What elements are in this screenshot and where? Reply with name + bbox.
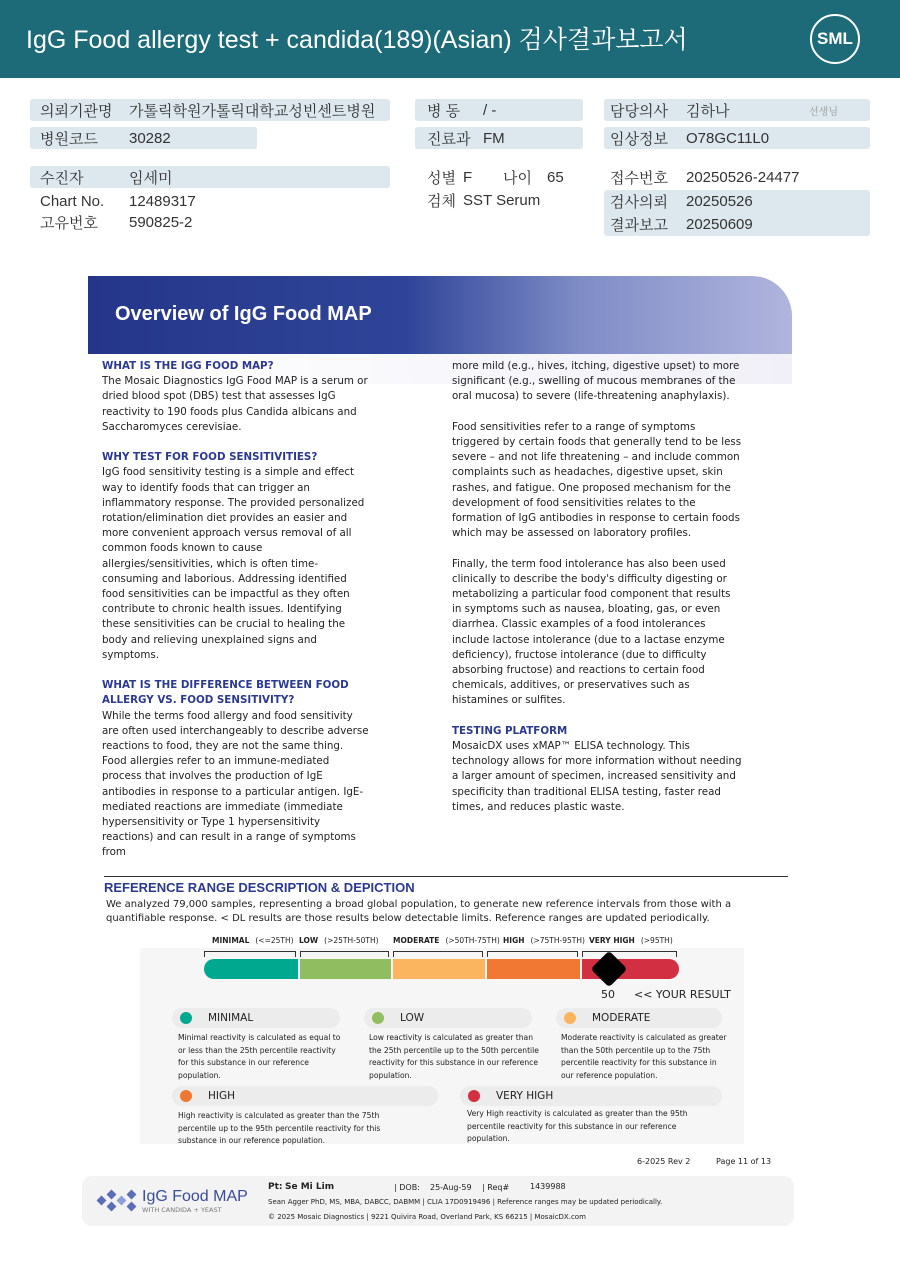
- doctor-field: [604, 99, 870, 121]
- level-name: VERY HIGH: [589, 936, 635, 945]
- legend-label: VERY HIGH: [496, 1090, 554, 1102]
- patient-name: Se Mi Lim: [285, 1182, 335, 1192]
- label: 고유번호: [40, 214, 98, 232]
- result-value: 50: [601, 988, 615, 1001]
- request-date-field: [604, 190, 870, 212]
- label: 담당의사: [610, 102, 668, 120]
- scale-segment-3: [487, 959, 580, 979]
- value: 김하나: [686, 102, 730, 120]
- color-dot-icon: [468, 1090, 480, 1102]
- dob: 25-Aug-59: [430, 1183, 472, 1192]
- igg-food-map-logo: [96, 1188, 248, 1214]
- sex-age-field: [415, 166, 595, 188]
- paragraph: Finally, the term food intolerance has also been used clinically to describe the body's difficulty digesting or metabolizing a particular food component that results in symptoms such as nausea, bloating, gas, or even diarrhea. Classic examples of a food intolerances include lactose intolerance (due to a lactase enzyme deficiency), fructose intolerance (due to difficulty absorbing fructose) and reactions to certain food chemicals, additives, or preservatives such as histamines or sulfites.: [452, 557, 731, 707]
- legend-description: Minimal reactivity is calculated as equal to or less than the 25th percentile reactivity for this substance in our reference population.: [178, 1033, 341, 1080]
- value: 30282: [129, 129, 171, 147]
- level-name: LOW: [299, 936, 319, 945]
- legend-item-moderate: [556, 1008, 722, 1028]
- pt-label: Pt:: [268, 1182, 283, 1192]
- scale-bracket: [393, 951, 483, 957]
- report-date-field: [604, 213, 870, 235]
- value: F: [463, 168, 473, 186]
- mosaic-icon: [96, 1189, 138, 1213]
- overview-banner: [88, 276, 792, 354]
- value: 12489317: [129, 193, 196, 210]
- label: 수진자: [40, 169, 84, 187]
- color-dot-icon: [180, 1090, 192, 1102]
- label: 결과보고: [610, 216, 668, 234]
- value: O78GC11L0: [686, 129, 770, 147]
- overview-left-column: [102, 359, 370, 876]
- overview-title: Overview of IgG Food MAP: [115, 303, 372, 325]
- label: 성별: [427, 169, 456, 187]
- report-title: IgG Food allergy test + candida(189)(Asian) 검사결과보고서: [26, 26, 688, 54]
- heading: TESTING PLATFORM: [452, 724, 568, 737]
- level-name: HIGH: [503, 936, 525, 945]
- legend-item-minimal: [172, 1008, 340, 1028]
- color-dot-icon: [564, 1012, 576, 1024]
- id-field: [30, 211, 390, 233]
- legend-label: HIGH: [208, 1090, 236, 1102]
- suffix: 선생님: [809, 106, 838, 118]
- label: 병원코드: [40, 130, 98, 148]
- institution-field: [30, 99, 390, 121]
- scale-label: [299, 936, 379, 945]
- value: 590825-2: [129, 214, 193, 231]
- level-range: (>50TH-75TH): [445, 936, 500, 945]
- ward-field: [415, 99, 583, 121]
- legend-label: LOW: [400, 1012, 425, 1024]
- legend-item-low: [364, 1008, 532, 1028]
- value: 20250526: [686, 192, 753, 210]
- value: / -: [483, 101, 497, 119]
- brand-sub: WITH CANDIDA + YEAST: [142, 1206, 222, 1214]
- req-number: 1439988: [530, 1182, 566, 1191]
- scale-segment-0: [204, 959, 298, 979]
- paragraph: While the terms food allergy and food sensitivity are often used interchangeably to describe adverse reactions to food, they are not the same thing. Food allergies refer to an immune-mediated process that involves the production of IgE antibodies in response to a particular antigen. IgE-mediated reactions are immediate (immediate hypersensitivity or Type 1 hypersensitivity reactions) and can result in a range of symptoms from: [102, 709, 369, 859]
- value: FM: [483, 129, 505, 147]
- footer-credentials: Sean Agger PhD, MS, MBA, DABCC, DABMM | CLIA 17D0919496 | Reference ranges may be updated periodically.: [268, 1198, 663, 1206]
- label: 병 동: [427, 102, 461, 120]
- legend-description: Moderate reactivity is calculated as greater than the 50th percentile up to the 75th percentile reactivity for this substance in our reference population.: [561, 1033, 727, 1080]
- legend-description: Low reactivity is calculated as greater than the 25th percentile up to the 50th percentile reactivity for this substance in our reference population.: [369, 1033, 539, 1080]
- patient-field: [30, 166, 390, 188]
- receipt-field: [604, 166, 870, 188]
- revision: 6-2025 Rev 2: [637, 1157, 691, 1166]
- reference-description: We analyzed 79,000 samples, representing a broad global population, to generate new reference intervals from those with a quantifiable response. < DL results are those results below detectable limits. Reference ranges are updated periodically.: [106, 899, 732, 924]
- level-name: MINIMAL: [212, 936, 250, 945]
- scale-segment-1: [300, 959, 391, 979]
- scale-bracket: [204, 951, 296, 957]
- scale-label: [393, 936, 500, 945]
- label: 임상정보: [610, 130, 668, 148]
- legend-label: MODERATE: [592, 1012, 651, 1024]
- reference-title: REFERENCE RANGE DESCRIPTION & DEPICTION: [104, 880, 415, 895]
- footer-copyright: © 2025 Mosaic Diagnostics | 9221 Quivira Road, Overland Park, KS 66215 | MosaicDX.com: [268, 1213, 586, 1221]
- divider: [104, 876, 788, 877]
- brand: IgG Food MAP: [142, 1188, 248, 1205]
- label: 의뢰기관명: [40, 102, 113, 120]
- scale-bracket: [487, 951, 578, 957]
- paragraph: The Mosaic Diagnostics IgG Food MAP is a serum or dried blood spot (DBS) test that assesses IgG reactivity to 190 foods plus Candida albicans and Saccharomyces cerevisiae.: [102, 375, 368, 433]
- color-dot-icon: [180, 1012, 192, 1024]
- value: SST Serum: [463, 191, 541, 209]
- specimen-field: [415, 189, 595, 211]
- hospital-code-field: [30, 127, 257, 149]
- sml-logo: SML: [810, 14, 860, 64]
- legend-label: MINIMAL: [208, 1012, 254, 1024]
- value: 가톨릭학원가톨릭대학교성빈센트병원: [129, 102, 376, 120]
- scale-segment-2: [393, 959, 485, 979]
- value: 65: [547, 168, 564, 186]
- paragraph: more mild (e.g., hives, itching, digestive upset) to more significant (e.g., swelling of mucous membranes of the oral mucosa) to severe (life-threatening anaphylaxis).: [452, 360, 740, 403]
- label: Chart No.: [40, 192, 105, 210]
- scale-label: [503, 936, 585, 945]
- footer: [82, 1176, 794, 1226]
- heading: WHAT IS THE DIFFERENCE BETWEEN FOOD ALLERGY VS. FOOD SENSITIVITY?: [102, 679, 349, 707]
- value: 20250526-24477: [686, 168, 800, 186]
- heading: WHY TEST FOR FOOD SENSITIVITIES?: [102, 451, 318, 464]
- dept-field: [415, 127, 583, 149]
- label: 접수번호: [610, 169, 668, 187]
- legend-item-very-high: [460, 1086, 722, 1106]
- label: 나이: [503, 169, 532, 187]
- heading: WHAT IS THE IGG FOOD MAP?: [102, 360, 274, 372]
- level-range: (>75TH-95TH): [530, 936, 585, 945]
- level-name: MODERATE: [393, 936, 440, 945]
- scale-label: [212, 936, 294, 945]
- report-header: [0, 0, 900, 78]
- dob-label: | DOB:: [394, 1183, 420, 1192]
- paragraph: Food sensitivities refer to a range of symptoms triggered by certain foods that generally tend to be less severe – and not life threatening – and include common complaints such as headaches, digestive upset, skin rashes, and fatigue. One proposed mechanism for the development of food sensitivities relates to the formation of IgG antibodies in response to certain foods which may be assessed on laboratory profiles.: [452, 420, 742, 540]
- legend-description: Very High reactivity is calculated as greater than the 95th percentile reactivity for this substance in our reference population.: [467, 1109, 688, 1143]
- req-label: | Req#: [482, 1183, 510, 1192]
- chart-field: [30, 190, 390, 212]
- label: 검사의뢰: [610, 193, 668, 211]
- paragraph: IgG food sensitivity testing is a simple and effect way to identify foods that can trigger an inflammatory response. The provided personalized rotation/elimination diet provides an easier and more convenient approach versus removal of all common foods known to cause allergies/sensitivities, which is often time-consuming and laborious. Addressing identified food sensitivities can be impactful as they often contribute to chronic health issues. Identifying these sensitivities can be crucial to healing the body and relieving unexplained signs and symptoms.: [102, 466, 365, 661]
- label: 검체: [427, 192, 456, 210]
- legend-description: High reactivity is calculated as greater than the 75th percentile up to the 95th percentile reactivity for this substance in our reference population.: [178, 1111, 381, 1145]
- color-dot-icon: [372, 1012, 384, 1024]
- paragraph: MosaicDX uses xMAP™ ELISA technology. This technology allows for more information without needing a larger amount of specimen, increased sensitivity and specificity than traditional ELISA testing, faster read times, and reduces plastic waste.: [452, 740, 742, 813]
- page-number: Page 11 of 13: [716, 1157, 772, 1166]
- level-range: (<=25TH): [255, 936, 294, 945]
- value: 20250609: [686, 215, 753, 233]
- overview-right-column: [452, 359, 742, 830]
- result-label: << YOUR RESULT: [634, 988, 731, 1001]
- scale-bracket: [300, 951, 389, 957]
- legend-item-high: [172, 1086, 438, 1106]
- scale-bracket: [582, 951, 677, 957]
- level-range: (>95TH): [640, 936, 673, 945]
- clinical-field: [604, 127, 870, 149]
- scale-label: [589, 936, 673, 945]
- value: 임세미: [129, 169, 173, 187]
- level-range: (>25TH-50TH): [324, 936, 379, 945]
- label: 진료과: [427, 130, 471, 148]
